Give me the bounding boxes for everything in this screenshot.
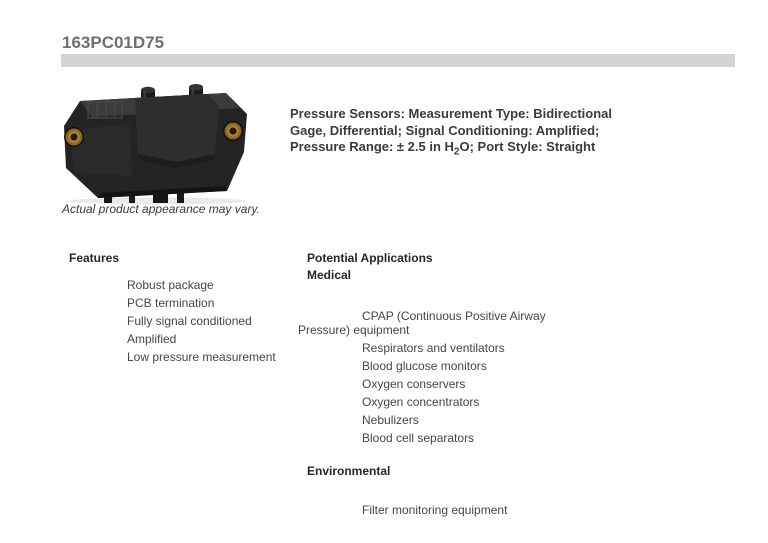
medical-applications-list [298, 310, 570, 445]
application-item: Blood glucose monitors [362, 358, 487, 373]
application-item: Nebulizers [362, 412, 419, 427]
description-text: Pressure Sensors: Measurement Type: Bidirectional Gage, Differential; Signal Conditioning: Amplified; Pressure Range: ± 2.5 in H [290, 106, 612, 154]
applications-section [298, 251, 570, 522]
feature-item: Low pressure measurement [127, 350, 276, 364]
feature-item: PCB termination [127, 296, 215, 310]
applications-heading: Potential Applications [307, 251, 433, 265]
title-underline-bar [61, 54, 735, 67]
application-item: Respirators and ventilators [362, 340, 505, 355]
application-item: CPAP (Continuous Positive Airway Pressure) equipment [298, 309, 546, 337]
pressure-sensor-image [58, 84, 250, 206]
features-heading: Features [69, 251, 120, 265]
product-photo [58, 84, 250, 206]
environmental-applications-list [298, 504, 570, 518]
application-item: Oxygen conservers [362, 376, 466, 391]
page-title: 163PC01D75 [62, 33, 165, 52]
application-item: Filter monitoring equipment [362, 503, 508, 517]
features-list [69, 279, 299, 365]
application-item: Blood cell separators [362, 430, 475, 445]
feature-item: Amplified [127, 332, 177, 346]
feature-item: Fully signal conditioned [127, 314, 252, 328]
subscript-2: 2 [453, 146, 460, 158]
applications-group-medical: Medical [307, 268, 352, 282]
application-item: Oxygen concentrators [362, 394, 480, 409]
applications-group-environmental: Environmental [307, 464, 391, 478]
features-section [69, 251, 299, 369]
feature-item: Robust package [127, 278, 214, 292]
product-caption: Actual product appearance may vary. [62, 202, 260, 216]
description-text-end: O; Port Style: Straight [459, 139, 596, 154]
product-description [290, 106, 620, 156]
